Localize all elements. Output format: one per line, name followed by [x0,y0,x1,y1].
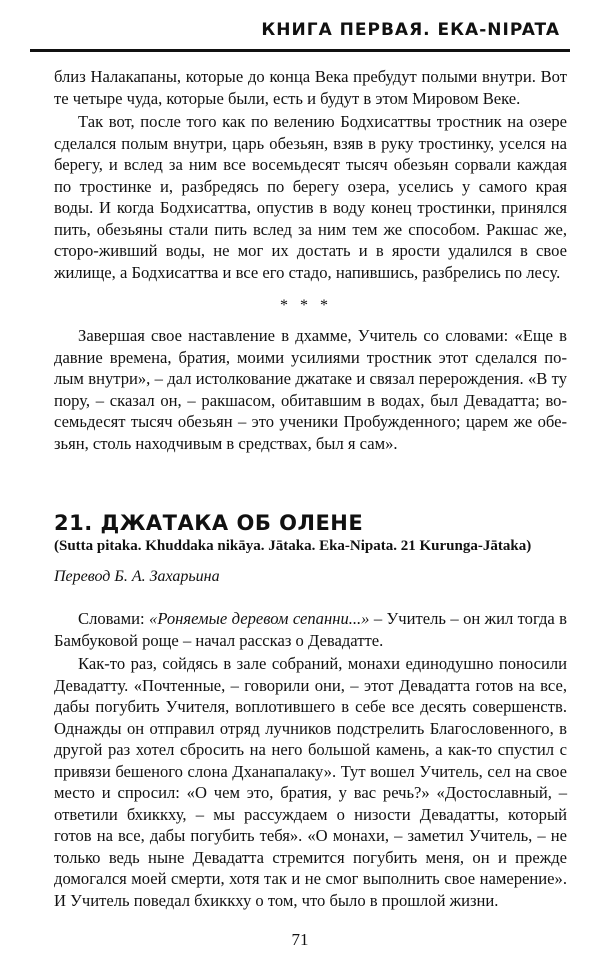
page-number: 71 [291,930,309,949]
chapter-text [54,608,567,911]
running-header [30,10,570,52]
chapter-title: 21. ДЖАТАКА ОБ ОЛЕНЕ [54,511,364,535]
paragraph-continuation: близ Налакапаны, которые до конца Века пребудут полыми внутри. Вот те четыре чуда, которые были, есть и будут в этом Мировом Веке. [54,67,567,108]
previous-section-text [54,66,567,283]
intro-rest: – Учитель – он жил тогда в Бамбуковой роще – начал рассказ о Девадатте. [54,609,567,650]
intro-lead: Словами: [78,609,150,628]
paragraph-conclusion: Завершая свое наставление в дхамме, Учитель со словами: «Еще в давние времена, братия, моими усилиями тростник этот сделался по-лым внутри», – дал истолкование джатаке и связал перерождения. «В ту пору, – сказал он, – ракшасом, обитавшим в водах, был Девадатта; во-семьдесят тысяч обезьян – это ученики Пробужденного; царем же обе-зьян, столь находчивым в средствах, был я сам». [54,326,567,453]
chapter-source: (Sutta pitaka. Khuddaka nikāya. Jātaka. Eka-Nipata. 21 Kurunga-Jātaka) [54,538,532,554]
section-conclusion [54,325,567,454]
section-separator: * * * [280,297,332,314]
translator-credit: Перевод Б. А. Захарьина [54,568,220,585]
paragraph-intro [54,608,567,651]
paragraph-monks: Как-то раз, сойдясь в зале собраний, монахи единодушно поносили Девадатту. «Почтенные, – говорили они, – этот Девадатта готов на все, дабы погубить Учителя, воплотившего в себе все десять совершенств. Однажды он отправил отряд лучников подстрелить Благословенного, в другой раз хотел сбросить на него большой камень, а как-то спустил с привязи бешеного слона Дханапалаку». Тут вошел Учитель, сел на свое место и спросил: «О чем это, братия, у вас речь?» «Достославный, – ответили бхиккху, – мы рассуждаем о низости Девадатты, который готов на все, дабы погубить тебя». «О монахи, – заметил Учитель, – не только ведь ныне Девадатта стремится погубить меня, он и прежде домогался моей смерти, хотя так и не смог выполнить свое намерение». И Учитель поведал бхиккху о том, что было в прошлой жизни. [54,654,567,910]
paragraph-reeds: Так вот, после того как по велению Бодхисаттвы тростник на озере сделался полым внутри, царь обезьян, взяв в руку тростинку, уселся на берегу, и вслед за ним все восемьдесят тысяч обезьян сорвали каждая по тростинке и, разбредясь по берегу озера, уселись у самого края воды. И когда Бодхисаттва, опустив в воду конец тростинки, принялся пить, обезьяны стали пить вслед за ним тем же способом. Ракшас же, сторо-живший воды, не мог их достать и в ярости удалился в свое жилище, а Бодхисаттва и все его стадо, напившись, разбрелись по лесу. [54,112,567,282]
intro-quote: «Роняемые деревом сепанни...» [149,609,370,628]
running-header-title: КНИГА ПЕРВАЯ. ЕКА-NIPATA [261,20,560,40]
